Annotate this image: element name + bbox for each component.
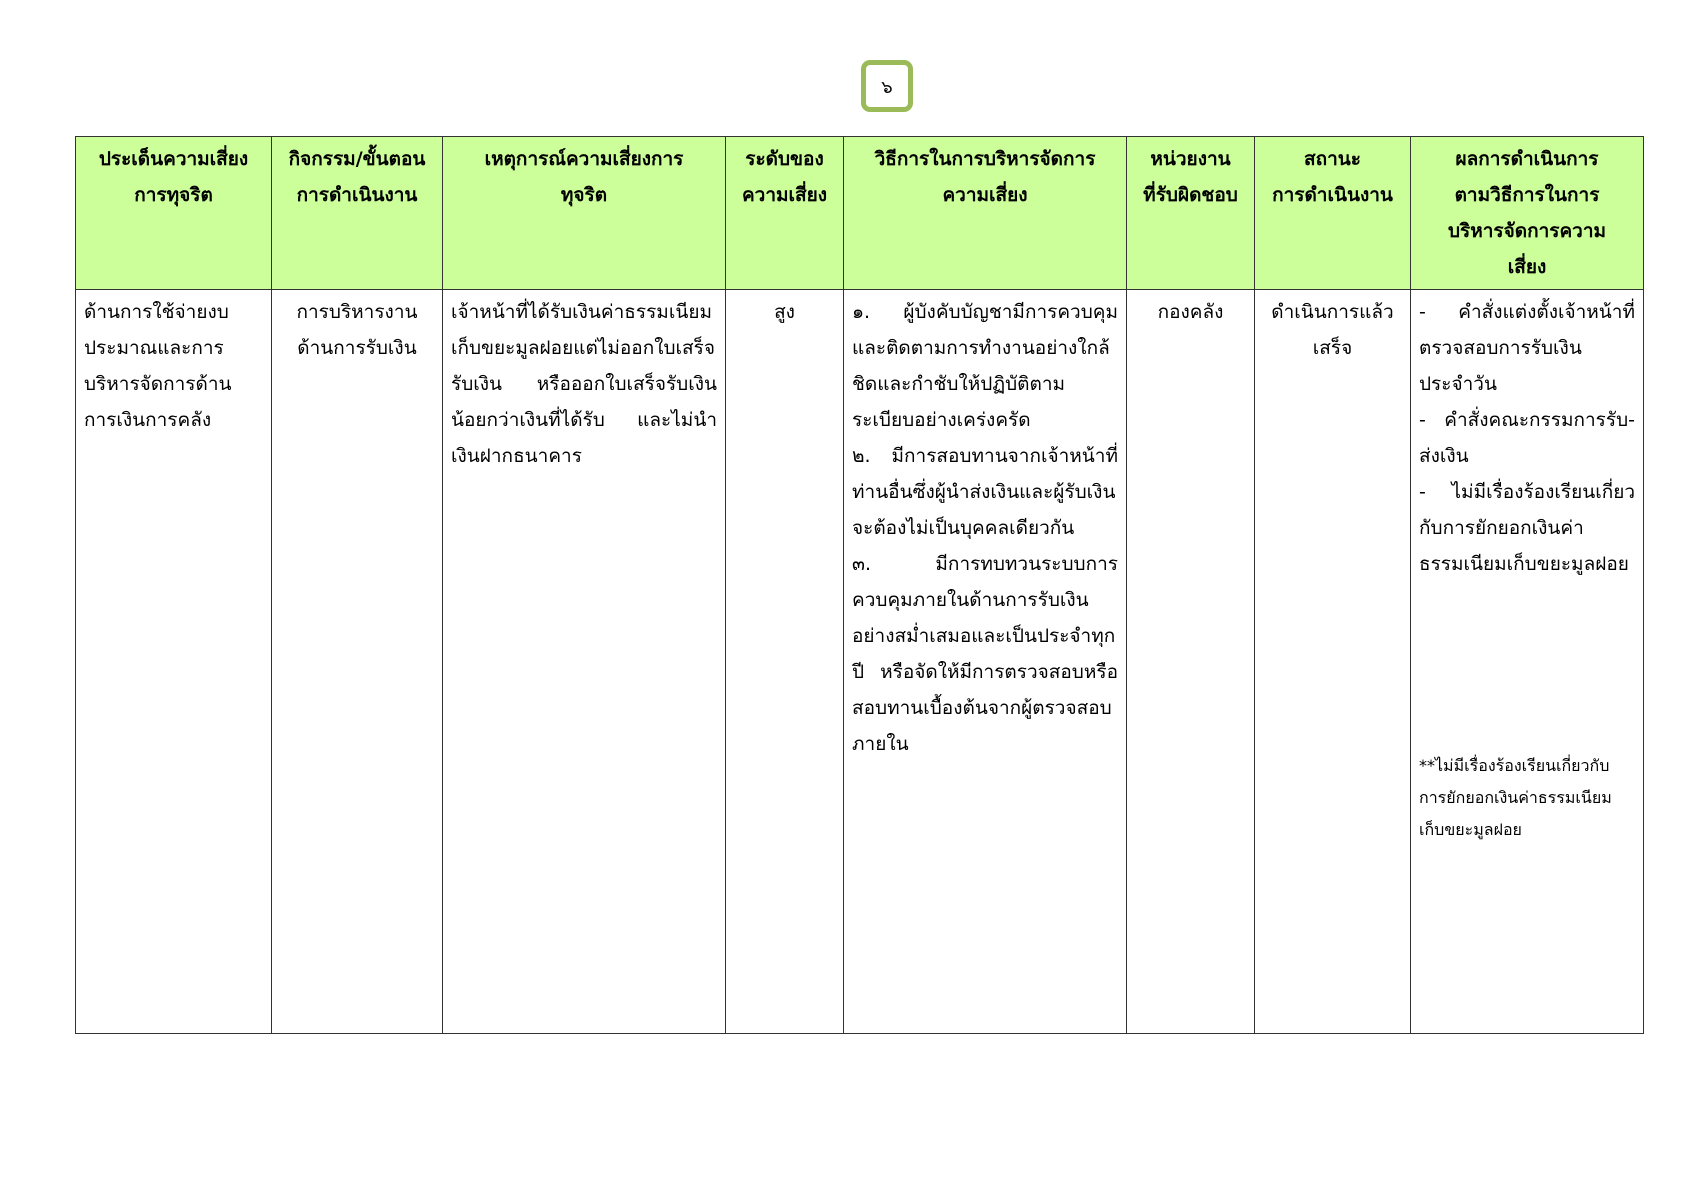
header-risk-event: เหตุการณ์ความเสี่ยงการ ทุจริต <box>443 137 726 290</box>
cell-risk-event: เจ้าหน้าที่ได้รับเงินค่าธรรมเนียมเก็บขยะมูลฝอยแต่ไม่ออกใบเสร็จรับเงิน หรือออกใบเสร็จรับเงินน้อยกว่าเงินที่ได้รับ และไม่นำเงินฝากธนาคาร <box>443 290 726 1034</box>
header-risk-issue: ประเด็นความเสี่ยง การทุจริต <box>76 137 272 290</box>
cell-status: ดำเนินการแล้ว เสร็จ <box>1255 290 1411 1034</box>
header-risk-level: ระดับของ ความเสี่ยง <box>726 137 844 290</box>
table-header-row <box>76 137 1644 290</box>
header-responsible-unit: หน่วยงาน ที่รับผิดชอบ <box>1127 137 1255 290</box>
risk-management-table <box>75 136 1644 1034</box>
header-results: ผลการดำเนินการ ตามวิธีการในการ บริหารจัดการความ เสี่ยง <box>1411 137 1644 290</box>
cell-risk-issue: ด้านการใช้จ่ายงบประมาณและการบริหารจัดการด้านการเงินการคลัง <box>76 290 272 1034</box>
header-activity: กิจกรรม/ขั้นตอน การดำเนินงาน <box>272 137 443 290</box>
header-status: สถานะ การดำเนินงาน <box>1255 137 1411 290</box>
table-row <box>76 290 1644 1034</box>
header-management-methods: วิธีการในการบริหารจัดการ ความเสี่ยง <box>844 137 1127 290</box>
cell-responsible-unit: กองคลัง <box>1127 290 1255 1034</box>
page-number: ๖ <box>881 76 893 98</box>
cell-results <box>1411 290 1644 1034</box>
results-note: **ไม่มีเรื่องร้องเรียนเกี่ยวกับการยักยอกเงินค่าธรรมเนียมเก็บขยะมูลฝอย <box>1419 756 1612 839</box>
page-number-badge <box>861 60 913 112</box>
cell-risk-level: สูง <box>726 290 844 1034</box>
cell-activity: การบริหารงาน ด้านการรับเงิน <box>272 290 443 1034</box>
cell-management-methods: ๑. ผู้บังคับบัญชามีการควบคุมและติดตามการทำงานอย่างใกล้ชิดและกำชับให้ปฏิบัติตามระเบียบอย่างเคร่งครัด ๒. มีการสอบทานจากเจ้าหน้าที่ท่านอื่นซึ่งผู้นำส่งเงินและผู้รับเงินจะต้องไม่เป็นบุคคลเดียวกัน ๓. มีการทบทวนระบบการควบคุมภายในด้านการรับเงินอย่างสม่ำเสมอและเป็นประจำทุกปี หรือจัดให้มีการตรวจสอบหรือสอบทานเบื้องต้นจากผู้ตรวจสอบภายใน <box>844 290 1127 1034</box>
results-list: - คำสั่งแต่งตั้งเจ้าหน้าที่ตรวจสอบการรับเงินประจำวัน - คำสั่งคณะกรรมการรับ-ส่งเงิน - ไม่มีเรื่องร้องเรียนเกี่ยวกับการยักยอกเงินค่าธรรมเนียมเก็บขยะมูลฝอย <box>1419 301 1635 575</box>
